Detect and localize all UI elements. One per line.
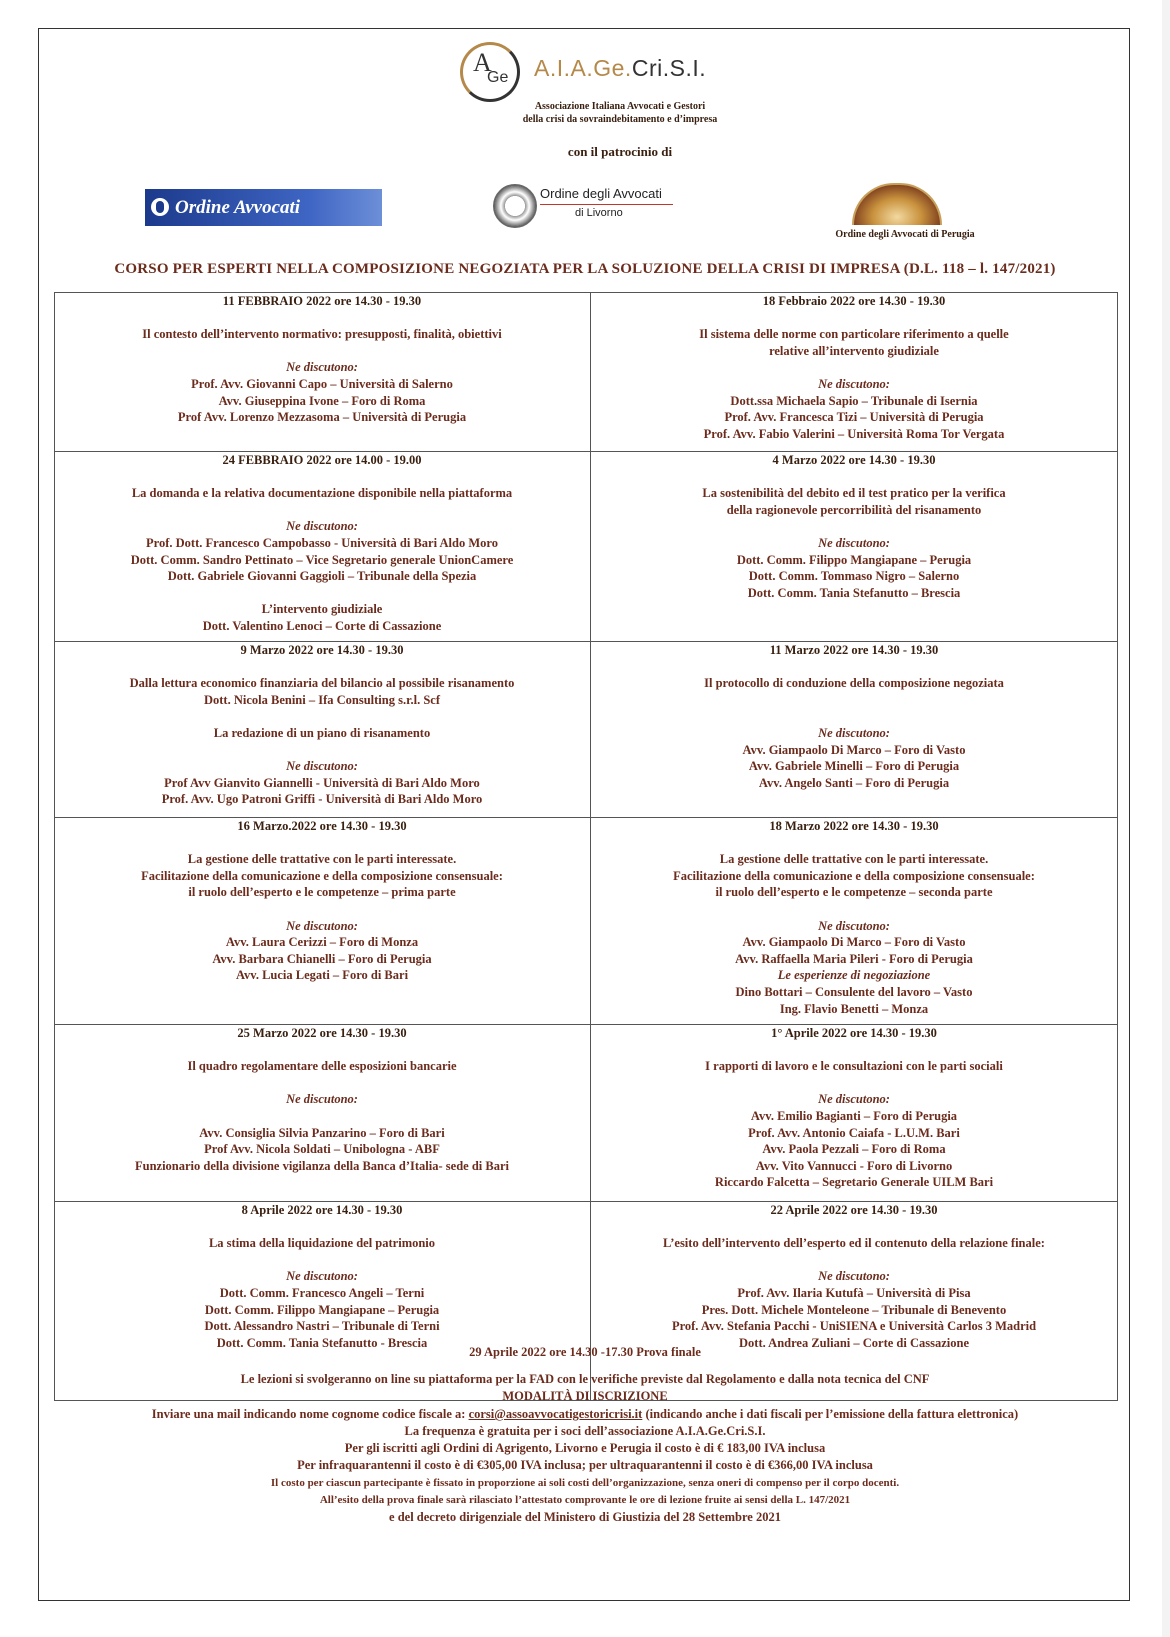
session-topic: L’esito dell’intervento dell’esperto ed il contenuto della relazione finale:	[663, 1236, 1045, 1251]
spacer	[590, 835, 1118, 852]
logo-wordmark-part1: A.I.A.Ge.	[534, 55, 632, 81]
livorno-seal-icon	[493, 184, 537, 228]
discussants-label: Ne discutono:	[818, 535, 890, 550]
speaker-line: Avv. Consiglia Silvia Panzarino – Foro di Bari	[199, 1125, 445, 1140]
spacer	[54, 835, 590, 852]
livorno-name-line-1: Ordine degli Avvocati	[540, 186, 662, 201]
spacer	[590, 708, 1118, 725]
spacer	[54, 585, 590, 602]
session-topic: il ruolo dell’esperto e le competenze – seconda parte	[715, 885, 993, 900]
decree-note: e del decreto dirigenziale del Ministero di Giustizia del 28 Settembre 2021	[389, 1510, 781, 1524]
session-topic: della ragionevole percorribilità del risanamento	[726, 502, 982, 517]
online-notice: Le lezioni si svolgeranno on line su piattaforma per la FAD con le verifiche previste dal Regolamento e dalla nota tecnica del CNF	[240, 1372, 930, 1386]
agrigento-banner-text: Ordine Avvocati Agrigento	[175, 197, 301, 255]
speaker-line: Avv. Raffaella Maria Pileri - Foro di Perugia	[735, 951, 973, 966]
session-topic: Facilitazione della comunicazione e della composizione consensuale:	[141, 868, 503, 883]
speaker-line: Avv. Paola Pezzali – Foro di Roma	[762, 1142, 946, 1157]
session-topic: relative all’intervento giudiziale	[769, 343, 939, 358]
spacer	[590, 901, 1118, 918]
enrollment-title: MODALITÀ DI ISCRIZIONE	[502, 1389, 668, 1403]
session-cell	[590, 452, 1118, 641]
session-topic: La redazione di un piano di risanamento	[213, 725, 431, 740]
spacer	[590, 1219, 1118, 1236]
spacer	[590, 692, 1118, 709]
discussants-label: Ne discutono:	[818, 1092, 890, 1107]
speaker-line: Dott. Comm. Sandro Pettinato – Vice Segretario generale UnionCamere	[130, 552, 514, 567]
session-topic: Facilitazione della comunicazione e della composizione consensuale:	[673, 868, 1035, 883]
association-line-2: della crisi da sovraindebitamento e d’impresa	[522, 114, 718, 125]
speaker-line: Prof. Avv. Fabio Valerini – Università Roma Tor Vergata	[703, 426, 1005, 441]
discussants-label: Ne discutono:	[286, 1269, 358, 1284]
speaker-line: Dott. Comm. Tommaso Nigro – Salerno	[748, 569, 960, 584]
spacer	[590, 310, 1118, 327]
session-cell	[590, 642, 1118, 817]
spacer	[54, 1219, 590, 1236]
session-cell	[590, 1025, 1118, 1201]
schedule-row-divider	[54, 817, 1118, 818]
speaker-line: Prof Avv. Lorenzo Mezzasoma – Università di Perugia	[177, 410, 467, 425]
speaker-line: Avv. Giuseppina Ivone – Foro di Roma	[218, 393, 426, 408]
speaker-line: Dott. Comm. Tania Stefanutto - Brescia	[216, 1335, 428, 1350]
speaker-line: Avv. Vito Vannucci - Foro di Livorno	[755, 1158, 953, 1173]
session-topic: Il sistema delle norme con particolare riferimento a quelle	[699, 327, 1009, 342]
session-date: 8 Aprile 2022 ore 14.30 - 19.30	[241, 1203, 403, 1217]
agrigento-seal-icon	[151, 198, 169, 216]
aiagecrisi-logo	[460, 42, 760, 102]
speaker-line: Avv. Laura Cerizzi – Foro di Monza	[225, 935, 419, 950]
spacer	[54, 343, 590, 360]
discussants-label: Ne discutono:	[818, 1269, 890, 1284]
spacer	[590, 359, 1118, 376]
spacer	[590, 659, 1118, 676]
session-topic: La stima della liquidazione del patrimonio	[208, 1236, 436, 1251]
spacer	[54, 1075, 590, 1092]
speaker-line: Ing. Flavio Benetti – Monza	[779, 1001, 929, 1016]
speaker-line: Prof. Avv. Ugo Patroni Griffi - Università di Bari Aldo Moro	[161, 792, 483, 807]
speaker-line: Avv. Lucia Legati – Foro di Bari	[235, 968, 409, 983]
session-topic: La sostenibilità del debito ed il test pratico per la verifica	[702, 486, 1006, 501]
cost-by-age: Per infraquarantenni il costo è di €305,00 IVA inclusa; per ultraquarantenni il costo è di €366,00 IVA inclusa	[297, 1458, 873, 1472]
schedule-row-divider	[54, 1201, 1118, 1202]
livorno-divider	[540, 204, 673, 205]
association-name	[490, 100, 750, 126]
speaker-line: Prof. Avv. Ilaria Kutufà – Università di Pisa	[737, 1285, 971, 1300]
speaker-line: Avv. Emilio Bagianti – Foro di Perugia	[750, 1108, 958, 1123]
logo-letter-a: A	[473, 48, 492, 77]
session-date: 1° Aprile 2022 ore 14.30 - 19.30	[771, 1026, 937, 1040]
session-topic: La gestione delle trattative con le parti interessate.	[719, 852, 989, 867]
discussants-label: Ne discutono:	[286, 519, 358, 534]
spacer	[590, 1252, 1118, 1269]
logo-letters-ge: Ge	[487, 69, 509, 86]
perugia-caption: Ordine degli Avvocati di Perugia	[835, 229, 975, 240]
discussants-label: Ne discutono:	[286, 1092, 358, 1107]
session-topic: Il quadro regolamentare delle esposizioni bancarie	[187, 1059, 457, 1074]
logo-wordmark	[534, 55, 706, 82]
spacer	[54, 1252, 590, 1269]
session-topic: Il contesto dell’intervento normativo: presupposti, finalità, obiettivi	[142, 327, 502, 342]
schedule-row-divider	[54, 1024, 1118, 1025]
livorno-name-line-2: di Livorno	[575, 207, 623, 219]
discussants-label: Ne discutono:	[818, 918, 890, 933]
association-line-1: Associazione Italiana Avvocati e Gestori	[534, 101, 706, 112]
session-topic: L’intervento giudiziale	[261, 602, 383, 617]
patronage-label: con il patrocinio di	[567, 144, 673, 159]
free-for-members: La frequenza è gratuita per i soci dell’associazione A.I.A.Ge.Cri.S.I.	[404, 1424, 766, 1438]
session-cell	[54, 642, 590, 817]
speaker-line: Avv. Gabriele Minelli – Foro di Perugia	[748, 759, 960, 774]
speaker-line: Riccardo Falcetta – Segretario Generale UILM Bari	[714, 1175, 994, 1190]
course-title: CORSO PER ESPERTI NELLA COMPOSIZIONE NEGOZIATA PER LA SOLUZIONE DELLA CRISI DI IMPRESA (D.L. 118 – l. 147/2021)	[114, 261, 1056, 277]
speaker-line: Dino Bottari – Consulente del lavoro – Vasto	[735, 984, 973, 999]
email-link[interactable]: corsi@assoavvocatigestoricrisi.it	[468, 1407, 643, 1421]
spacer	[54, 502, 590, 519]
speaker-line: Dott. Alessandro Nastri – Tribunale di Terni	[204, 1319, 440, 1334]
session-date: 11 Marzo 2022 ore 14.30 - 19.30	[769, 643, 939, 657]
spacer	[54, 1108, 590, 1125]
speaker-line: Dott. Comm. Francesco Angeli – Terni	[219, 1285, 425, 1300]
speaker-line: Dott. Gabriele Giovanni Gaggioli – Tribunale della Spezia	[167, 569, 477, 584]
speaker-line: Dott. Comm. Tania Stefanutto – Brescia	[747, 585, 961, 600]
speaker-line: Prof. Avv. Antonio Caiafa - L.U.M. Bari	[748, 1125, 960, 1140]
speaker-line: Dott. Comm. Filippo Mangiapane – Perugia	[736, 552, 972, 567]
speaker-line: Prof Avv. Nicola Soldati – Unibologna - ABF	[204, 1142, 440, 1157]
speaker-line: Dott. Andrea Zuliani – Corte di Cassazione	[739, 1335, 969, 1350]
session-date: 18 Febbraio 2022 ore 14.30 - 19.30	[762, 294, 946, 308]
speaker-line: Dott. Valentino Lenoci – Corte di Cassazione	[202, 618, 442, 633]
speaker-line: Prof. Avv. Francesca Tizi – Università di Perugia	[724, 410, 984, 425]
session-topic: La gestione delle trattative con le parti interessate.	[187, 852, 457, 867]
session-date: 22 Aprile 2022 ore 14.30 - 19.30	[770, 1203, 938, 1217]
speaker-line: Prof. Dott. Francesco Campobasso - Università di Bari Aldo Moro	[146, 535, 498, 550]
speaker-line: Prof. Avv. Giovanni Capo – Università di Salerno	[191, 376, 453, 391]
schedule-row-divider	[54, 451, 1118, 452]
speaker-line: Avv. Giampaolo Di Marco – Foro di Vasto	[742, 935, 966, 950]
session-date: 25 Marzo 2022 ore 14.30 - 19.30	[237, 1026, 407, 1040]
final-test-line: 29 Aprile 2022 ore 14.30 -17.30 Prova finale	[469, 1345, 701, 1359]
cost-orders: Per gli iscritti agli Ordini di Agrigento, Livorno e Perugia il costo è di € 183,00 IVA inclusa	[344, 1441, 826, 1455]
session-cell	[590, 293, 1118, 451]
spacer	[54, 469, 590, 486]
speaker-line: Avv. Giampaolo Di Marco – Foro di Vasto	[742, 742, 966, 757]
spacer	[54, 901, 590, 918]
session-cell	[54, 452, 590, 641]
discussants-label: Le esperienze di negoziazione	[777, 968, 931, 983]
spacer	[54, 659, 590, 676]
mail-prefix: Inviare una mail indicando nome cognome codice fiscale a:	[151, 1407, 469, 1421]
session-topic: I rapporti di lavoro e le consultazioni con le parti sociali	[705, 1059, 1003, 1074]
schedule-row-divider	[54, 641, 1118, 642]
spacer	[590, 469, 1118, 486]
spacer	[54, 1042, 590, 1059]
logo-wordmark-part2: Cri.S.I.	[631, 55, 707, 81]
session-topic: Il protocollo di conduzione della composizione negoziata	[704, 676, 1004, 691]
speaker-line: Dott. Comm. Filippo Mangiapane – Perugia	[204, 1302, 440, 1317]
speaker-line: Dott. Nicola Benini – Ifa Consulting s.r.l. Scf	[203, 692, 441, 707]
speaker-line: Avv. Barbara Chianelli – Foro di Perugia	[212, 951, 432, 966]
session-date: 18 Marzo 2022 ore 14.30 - 19.30	[769, 819, 939, 833]
mail-instructions	[40, 1407, 1130, 1422]
agrigento-banner	[145, 189, 382, 255]
spacer	[590, 1075, 1118, 1092]
session-topic: il ruolo dell’esperto e le competenze – prima parte	[188, 885, 456, 900]
spacer	[590, 1042, 1118, 1059]
discussants-label: Ne discutono:	[818, 725, 890, 740]
speaker-line: Prof Avv Gianvito Giannelli - Università di Bari Aldo Moro	[164, 775, 480, 790]
session-date: 11 FEBBRAIO 2022 ore 14.30 - 19.30	[222, 294, 422, 308]
speaker-line: Dott.ssa Michaela Sapio – Tribunale di Isernia	[730, 393, 978, 408]
mail-suffix: (indicando anche i dati fiscali per l’emissione della fattura elettronica)	[642, 1407, 1019, 1421]
certificate-note: All’esito della prova finale sarà rilasciato l’attestato comprovante le ore di lezione fruite ai sensi della L. 147/2021	[319, 1494, 851, 1506]
session-cell	[54, 293, 590, 451]
session-topic: Dalla lettura economico finanziaria del bilancio al possibile risanamento	[129, 676, 515, 691]
spacer	[590, 518, 1118, 535]
cost-note: Il costo per ciascun partecipante è fissato in proporzione ai soli costi dell’organizzazione, senza oneri di compenso per il corpo docenti.	[270, 1477, 900, 1489]
discussants-label: Ne discutono:	[286, 360, 358, 375]
discussants-label: Ne discutono:	[286, 918, 358, 933]
speaker-line: Avv. Angelo Santi – Foro di Perugia	[758, 775, 950, 790]
session-cell	[590, 818, 1118, 1024]
spacer	[54, 708, 590, 725]
session-date: 9 Marzo 2022 ore 14.30 - 19.30	[240, 643, 404, 657]
session-topic: La domanda e la relativa documentazione disponibile nella piattaforma	[131, 486, 513, 501]
speaker-line: Prof. Avv. Stefania Pacchi - UniSIENA e Università Carlos 3 Madrid	[671, 1319, 1037, 1334]
discussants-label: Ne discutono:	[286, 759, 358, 774]
speaker-line: Pres. Dott. Michele Monteleone – Tribunale di Benevento	[701, 1302, 1007, 1317]
session-date: 4 Marzo 2022 ore 14.30 - 19.30	[772, 453, 936, 467]
session-date: 24 FEBBRAIO 2022 ore 14.00 - 19.00	[222, 453, 422, 467]
session-cell	[54, 818, 590, 1024]
spacer	[54, 310, 590, 327]
speaker-line: Funzionario della divisione vigilanza della Banca d’Italia- sede di Bari	[135, 1158, 509, 1173]
session-cell	[54, 1025, 590, 1201]
discussants-label: Ne discutono:	[818, 376, 890, 391]
spacer	[54, 742, 590, 759]
session-date: 16 Marzo.2022 ore 14.30 - 19.30	[237, 819, 407, 833]
